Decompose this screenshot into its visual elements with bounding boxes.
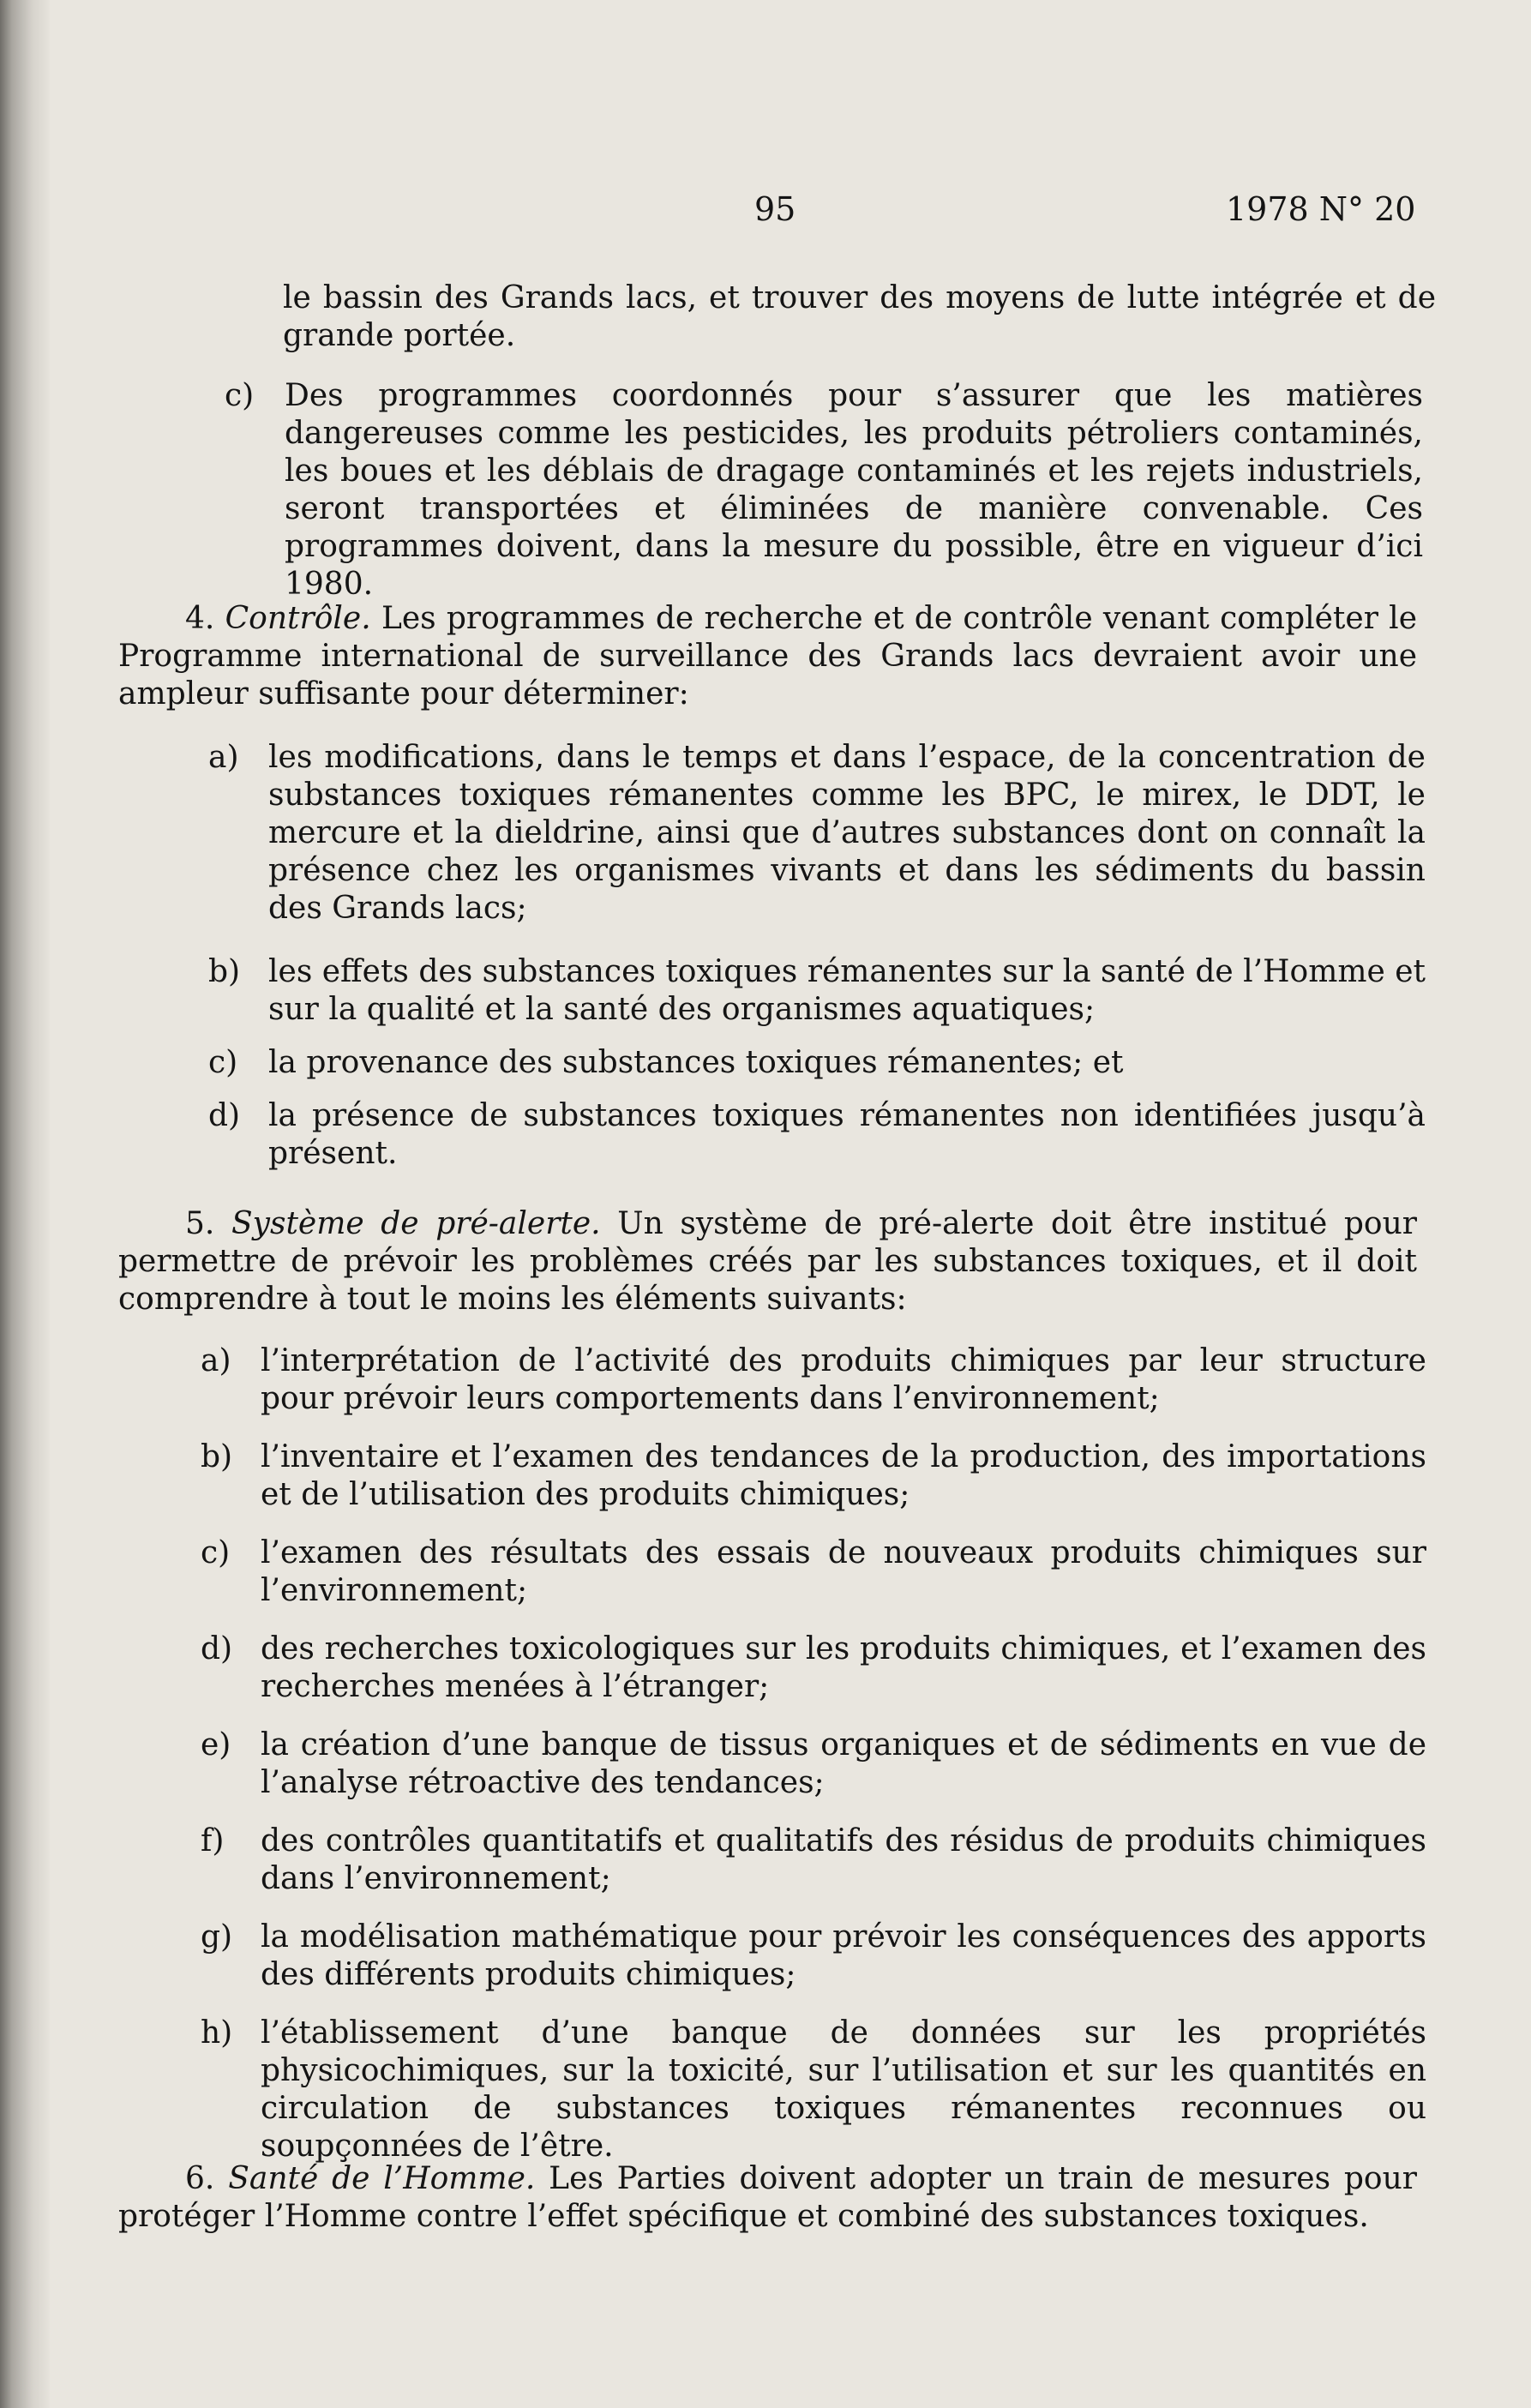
item-text: des contrôles quantitatifs et qualitatifs des résidus de produits chimiques dans l’environnement;: [261, 1823, 1426, 1896]
item-text: la création d’une banque de tissus organiques et de sédiments en vue de l’analyse rétroactive des tendances;: [261, 1727, 1426, 1800]
item-label: f): [201, 1823, 225, 1859]
list-item: [201, 1534, 1426, 1610]
item-label: c): [201, 1535, 231, 1570]
list-item: [201, 1919, 1426, 1994]
item-text: la provenance des substances toxiques rémanentes; et: [268, 1045, 1124, 1080]
list-item: [201, 1726, 1426, 1802]
list-item: [208, 1044, 1426, 1082]
item-text: l’inventaire et l’examen des tendances de la production, des importations et de l’utilisation des produits chimiques;: [261, 1439, 1426, 1512]
section-number: 4.: [185, 601, 215, 636]
list-item: [208, 739, 1426, 928]
list-item: [201, 1342, 1426, 1418]
item-text: les effets des substances toxiques rémanentes sur la santé de l’Homme et sur la qualité et la santé des organismes aquatiques;: [268, 954, 1426, 1027]
gazette-issue: 1978 N° 20: [1226, 190, 1416, 228]
section-title: Santé de l’Homme.: [228, 2161, 536, 2196]
item-text: Des programmes coordonnés pour s’assurer que les matières dangereuses comme les pesticides, les produits pétroliers contaminés, les boues et les déblais de dragage contaminés et les rejets industriels, seront transportées et éliminées de manière convenable. Ces programmes doivent, dans la mesure du possible, être en vigueur d’ici 1980.: [285, 378, 1423, 602]
item-text: la modélisation mathématique pour prévoir les conséquences des apports des différents produits chimiques;: [261, 1919, 1426, 1992]
list-item: [201, 1823, 1426, 1898]
item-label: a): [201, 1343, 231, 1378]
item-text: les modifications, dans le temps et dans l’espace, de la concentration de substances toxiques rémanentes comme les BPC, le mirex, le DDT, le mercure et la dieldrine, ainsi que d’autres substances dont on connaît la présence chez les organismes vivants et dans les sédiments du bassin des Grands lacs;: [268, 740, 1426, 926]
list-item: [208, 953, 1426, 1029]
section-text: Un système de pré-alerte doit être institué pour permettre de prévoir les problèmes créés par les substances toxiques, et il doit comprendre à tout le moins les éléments suivants:: [118, 1206, 1418, 1317]
intro-continuation: le bassin des Grands lacs, et trouver des moyens de lutte intégrée et de grande portée.: [283, 280, 1436, 353]
item-label: d): [201, 1631, 233, 1666]
item-text: l’examen des résultats des essais de nouveaux produits chimiques sur l’environnement;: [261, 1535, 1426, 1608]
section-text: Les Parties doivent adopter un train de mesures pour protéger l’Homme contre l’effet spécifique et combiné des substances toxiques.: [118, 2161, 1417, 2234]
item-label: g): [201, 1919, 233, 1955]
item-label: c): [208, 1045, 238, 1080]
item-label: a): [208, 740, 239, 775]
page-number: 95: [754, 190, 796, 228]
list-item: [201, 1438, 1426, 1514]
item-label: e): [201, 1727, 231, 1762]
item-label: b): [201, 1439, 233, 1474]
item-text: l’établissement d’une banque de données sur les propriétés physicochimiques, sur la toxicité, sur l’utilisation et sur les quantités en circulation de substances toxiques rémanentes reconnues ou soupçonnées de l’être.: [261, 2015, 1426, 2164]
list-item: [208, 1097, 1426, 1173]
item-text: des recherches toxicologiques sur les produits chimiques, et l’examen des recherches menées à l’étranger;: [261, 1631, 1426, 1704]
item-label: h): [201, 2015, 233, 2051]
list-item: [201, 2015, 1426, 2165]
item-text: la présence de substances toxiques rémanentes non identifiées jusqu’à présent.: [268, 1098, 1426, 1171]
section-6-paragraph: [118, 2160, 1417, 2236]
section-5-paragraph: [118, 1205, 1417, 1318]
section-text: Les programmes de recherche et de contrôle venant compléter le Programme international de surveillance des Grands lacs devraient avoir une ampleur suffisante pour déterminer:: [118, 601, 1418, 712]
item-label: d): [208, 1098, 241, 1133]
section-number: 6.: [185, 2161, 215, 2196]
section-4-paragraph: [118, 600, 1417, 713]
item-text: l’interprétation de l’activité des produits chimiques par leur structure pour prévoir leurs comportements dans l’environnement;: [261, 1343, 1426, 1416]
item-label: b): [208, 954, 241, 989]
section-title: Contrôle.: [225, 601, 371, 636]
item-label: c): [225, 378, 255, 413]
section-title: Système de pré-alerte.: [231, 1206, 601, 1241]
list-item: [201, 1630, 1426, 1706]
section-number: 5.: [185, 1206, 215, 1241]
list-item-c-top: [225, 377, 1423, 604]
